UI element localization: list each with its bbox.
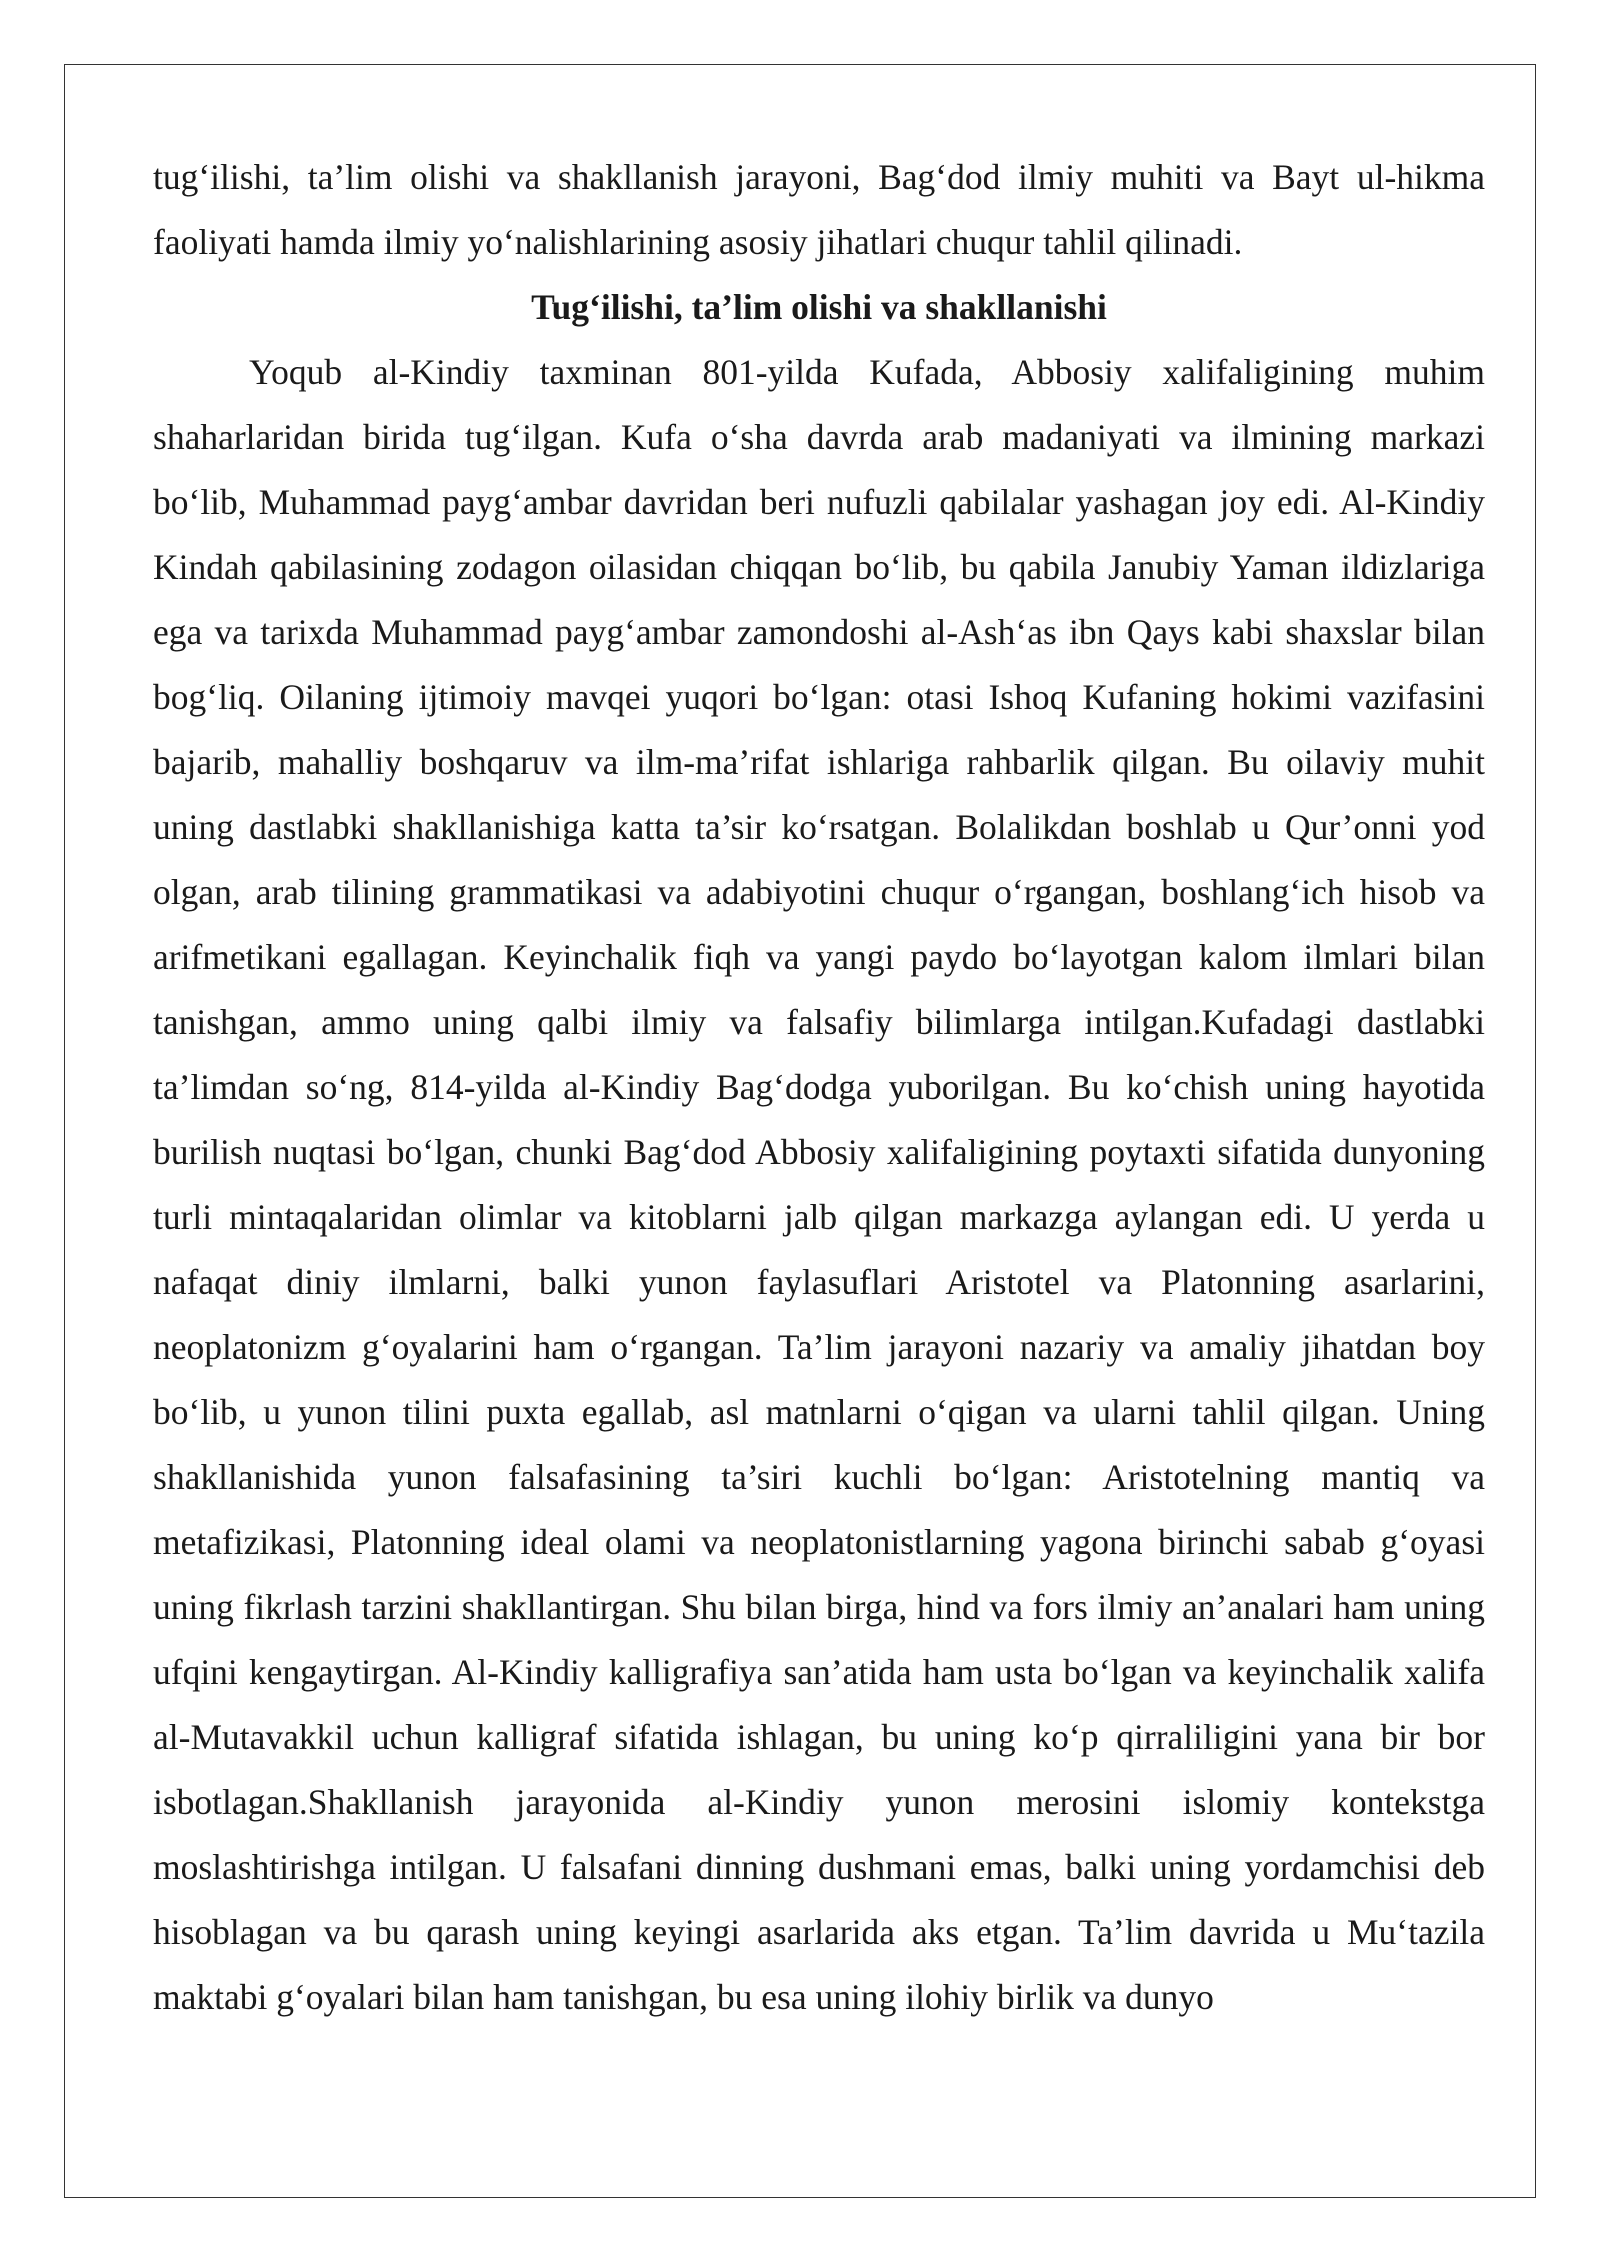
intro-paragraph: tug‘ilishi, ta’lim olishi va shakllanish jarayoni, Bag‘dod ilmiy muhiti va Bayt ul-hikma faoliyati hamda ilmiy yo‘nalishlarining asosiy jihatlari chuqur tahlil qilinadi.: [153, 157, 1485, 262]
body-paragraph: Yoqub al-Kindiy taxminan 801-yilda Kufada, Abbosiy xalifaligining muhim shaharlaridan birida tug‘ilgan. Kufa o‘sha davrda arab madaniyati va ilmining markazi bo‘lib, Muhammad payg‘ambar davridan beri nufuzli qabilalar yashagan joy edi. Al-Kindiy Kindah qabilasining zodagon oilasidan chiqqan bo‘lib, bu qabila Janubiy Yaman ildizlariga ega va tarixda Muhammad payg‘ambar zamondoshi al-Ash‘as ibn Qays kabi shaxslar bilan bog‘liq. Oilaning ijtimoiy mavqei yuqori bo‘lgan: otasi Ishoq Kufaning hokimi vazifasini bajarib, mahalliy boshqaruv va ilm-ma’rifat ishlariga rahbarlik qilgan. Bu oilaviy muhit uning dastlabki shakllanishiga katta ta’sir ko‘rsatgan. Bolalikdan boshlab u Qur’onni yod olgan, arab tilining grammatikasi va adabiyotini chuqur o‘rgangan, boshlang‘ich hisob va arifmetikani egallagan. Keyinchalik fiqh va yangi paydo bo‘layotgan kalom ilmlari bilan tanishgan, ammo uning qalbi ilmiy va falsafiy bilimlarga intilgan.Kufadagi dastlabki ta’limdan so‘ng, 814-yilda al-Kindiy Bag‘dodga yuborilgan. Bu ko‘chish uning hayotida burilish nuqtasi bo‘lgan, chunki Bag‘dod Abbosiy xalifaligining poytaxti sifatida dunyoning turli mintaqalaridan olimlar va kitoblarni jalb qilgan markazga aylangan edi. U yerda u nafaqat diniy ilmlarni, balki yunon faylasuflari Aristotel va Platonning asarlarini, neoplatonizm g‘oyalarini ham o‘rgangan. Ta’lim jarayoni nazariy va amaliy jihatdan boy bo‘lib, u yunon tilini puxta egallab, asl matnlarni o‘qigan va ularni tahlil qilgan. Uning shakllanishida yunon falsafasining ta’siri kuchli bo‘lgan: Aristotelning mantiq va metafizikasi, Platonning ideal olami va neoplatonistlarning yagona birinchi sabab g‘oyasi uning fikrlash tarzini shakllantirgan. Shu bilan birga, hind va fors ilmiy an’analari ham uning ufqini kengaytirgan. Al-Kindiy kalligrafiya san’atida ham usta bo‘lgan va keyinchalik xalifa al-Mutavakkil uchun kalligraf sifatida ishlagan, bu uning ko‘p qirraliligini yana bir bor isbotlagan.Shakllanish jarayonida al-Kindiy yunon merosini islomiy kontekstga moslashtirishga intilgan. U falsafani dinning dushmani emas, balki uning yordamchisi deb hisoblagan va bu qarash uning keyingi asarlarida aks etgan. Ta’lim davrida u Mu‘tazila maktabi g‘oyalari bilan ham tanishgan, bu esa uning ilohiy birlik va dunyo: [153, 352, 1485, 2017]
section-heading: Tug‘ilishi, ta’lim olishi va shakllanishi: [531, 287, 1107, 327]
document-body: [153, 145, 1485, 2030]
